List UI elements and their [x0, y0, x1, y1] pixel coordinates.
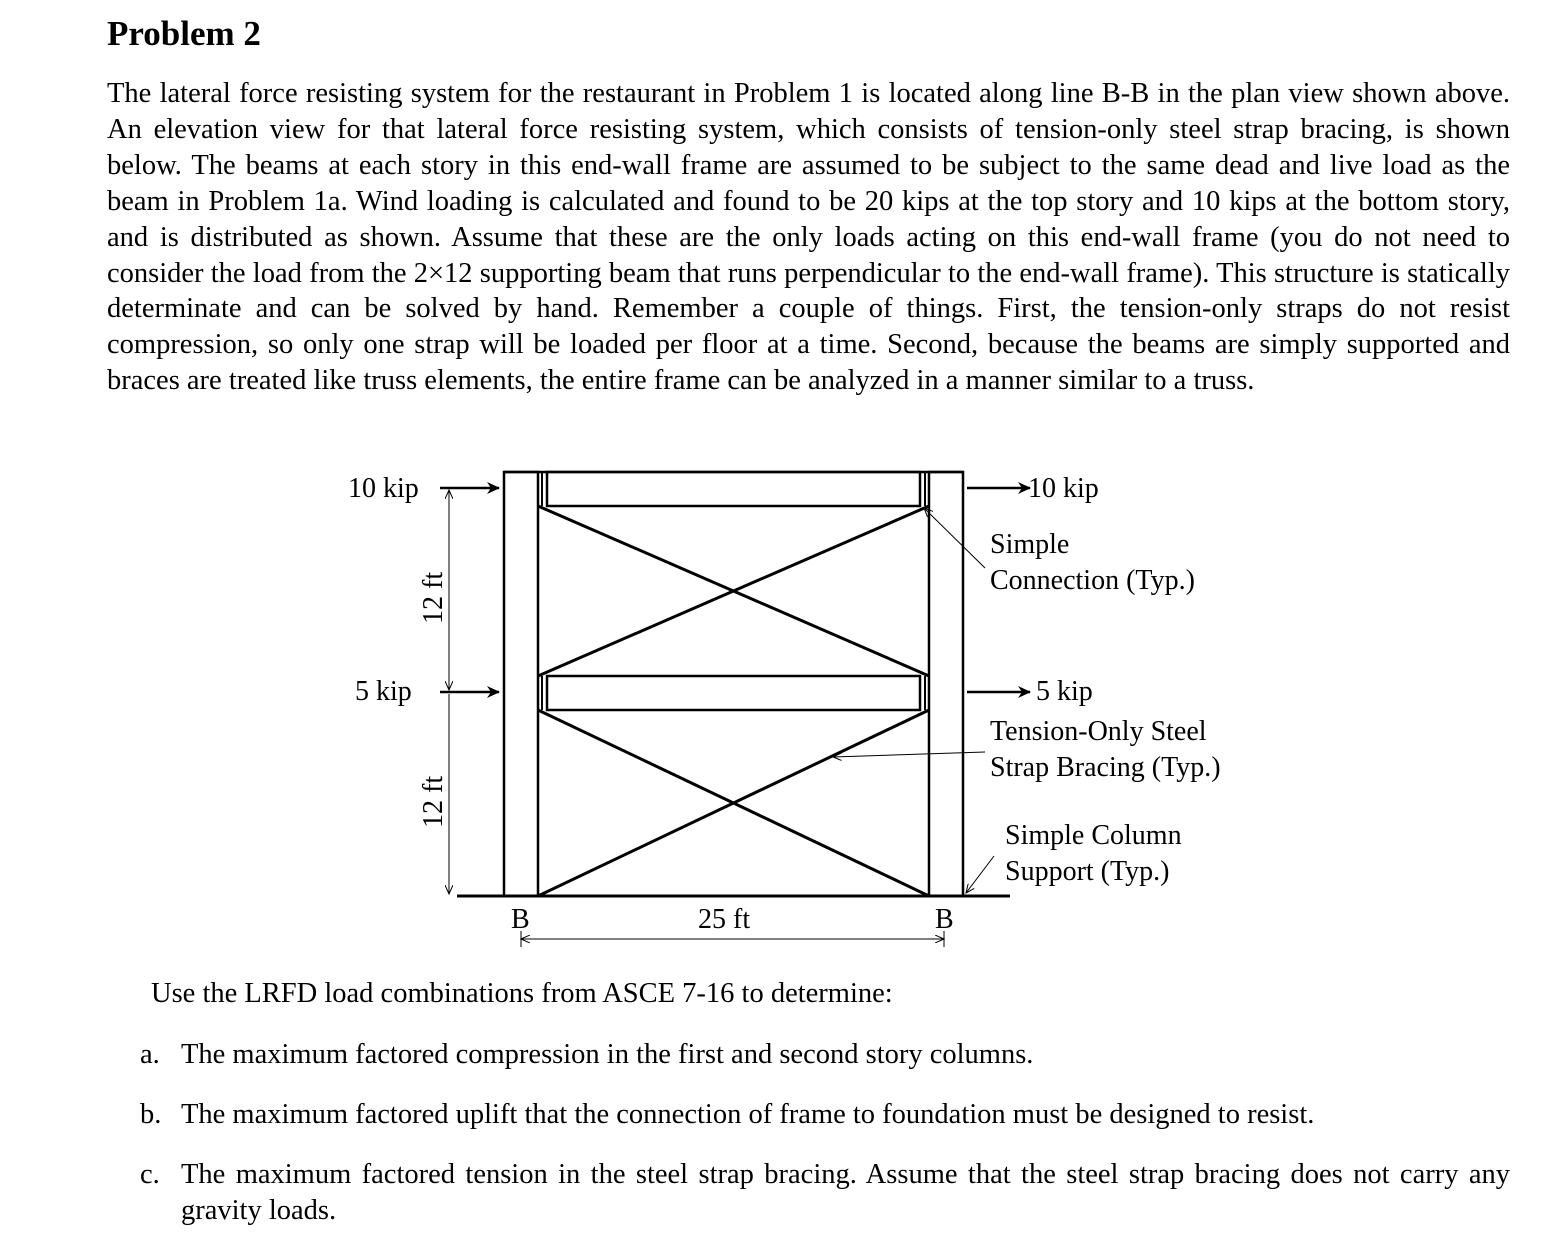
questions-intro: Use the LRFD load combinations from ASCE 7-16 to determine: [151, 978, 893, 1009]
span-label: 25 ft [698, 904, 751, 935]
bracing-note-line2: Strap Bracing (Typ.) [990, 752, 1221, 783]
story-height-upper-label: 12 ft [418, 571, 449, 624]
question-text: The maximum factored uplift that the connection of frame to foundation must be designed to resist. [181, 1099, 1315, 1130]
load-mid-left-label: 5 kip [355, 676, 412, 707]
question-label: b. [140, 1099, 162, 1130]
story-height-lower-label: 12 ft [418, 775, 449, 828]
question-text: The maximum factored compression in the first and second story columns. [181, 1039, 1034, 1070]
support-leader [966, 856, 994, 893]
question-label: a. [140, 1039, 160, 1070]
question-label: c. [140, 1159, 160, 1190]
support-note-line2: Support (Typ.) [1005, 856, 1170, 887]
floor-beam [547, 676, 920, 710]
roof-beam [547, 472, 920, 506]
load-top-right-label: 10 kip [1028, 473, 1099, 504]
load-top-left-label: 10 kip [348, 473, 419, 504]
left-column [504, 472, 538, 896]
support-note-line1: Simple Column [1005, 820, 1182, 851]
bracing-note-line1: Tension-Only Steel [990, 716, 1207, 747]
question-text: The maximum factored tension in the steel strap bracing. Assume that the steel strap bracing does not carry any gravity loads. [181, 1159, 1510, 1226]
problem-description: The lateral force resisting system for the restaurant in Problem 1 is located along line B-B in the plan view shown above. An elevation view for that lateral force resisting system, which consists of tension-only steel strap bracing, is shown below. The beams at each story in this end-wall frame are assumed to be subject to the same dead and live load as the beam in Problem 1a. Wind loading is calculated and found to be 20 kips at the top story and 10 kips at the bottom story, and is distributed as shown. Assume that these are the only loads acting on this end-wall frame (you do not need to consider the load from the 2×12 supporting beam that runs perpendicular to the end-wall frame). This structure is statically determinate and can be solved by hand. Remember a couple of things. First, the tension-only straps do not resist compression, so only one strap will be loaded per floor at a time. Second, because the beams are simply supported and braces are treated like truss elements, the entire frame can be analyzed in a manner similar to a truss. [107, 78, 1510, 397]
question-a [140, 1037, 1510, 1073]
right-column [929, 472, 963, 896]
question-c [140, 1157, 1510, 1229]
grid-label-left: B [511, 904, 530, 935]
load-mid-right-label: 5 kip [1036, 676, 1093, 707]
question-b [140, 1097, 1510, 1133]
grid-label-right: B [935, 904, 954, 935]
connection-leader [924, 508, 985, 568]
connection-note-line2: Connection (Typ.) [990, 565, 1195, 596]
connection-note-line1: Simple [990, 529, 1070, 560]
problem-title: Problem 2 [107, 14, 261, 53]
